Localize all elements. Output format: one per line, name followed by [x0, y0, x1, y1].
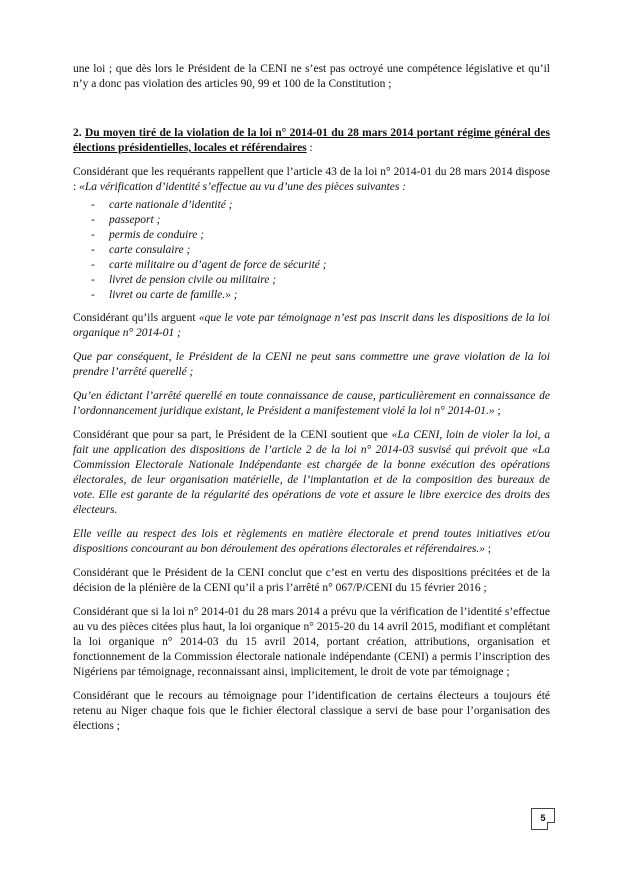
- paragraph-arrete-edicte-end: ;: [494, 405, 501, 417]
- paragraph-ceni-response-quote: «La CENI, loin de violer la loi, a fait une application des dispositions de l’article 2 de la loi n° 2014-03 susvisé qui prévoit que «La Commission Electorale Nationale Indépendante est chargée de la bonne exécution des opérations électorales, de leur organisation matérielle, de l’implantation et de la composition des bureaux de vote. Elle est garante de la régularité des opérations de vote et assure le libre exercice des droits des électeurs.: [73, 429, 550, 516]
- paragraph-arrete-edicte: [73, 389, 550, 419]
- identity-pieces-list: [73, 198, 550, 303]
- section-heading: [73, 126, 550, 156]
- paragraph-consequence: Que par conséquent, le Président de la CENI ne peut sans commettre une grave violation de la loi prendre l’arrêté querellé ;: [73, 351, 550, 378]
- paragraph-identity-verification: Considérant que si la loi n° 2014-01 du 28 mars 2014 a prévu que la vérification de l’identité s’effectue au vu des pièces citées plus haut, la loi organique n° 2015-20 du 14 avril 2015, modifiant et complétant la loi organique n° 2014-03 du 15 avril 2014, portant création, attributions, organisation et fonctionnement de la Commission électorale nationale indépendante (CENI) a permis l’inscription des Nigériens par témoignage, reconnaissant ainsi, implicitement, le droit de vote par témoignage ;: [73, 606, 550, 678]
- paragraph-testimony: Considérant que le recours au témoignage pour l’identification de certains électeurs a toujours été retenu au Niger chaque fois que le fichier électoral classique a servi de base pour l’organisation des élections ;: [73, 690, 550, 732]
- identity-piece-label: carte consulaire ;: [109, 244, 191, 256]
- paragraph-article-43-text: Considérant que les requérants rappellent que l’article 43 de la loi n° 2014-01 du 28 mars 2014 dispose :: [73, 166, 550, 193]
- identity-piece-label: livret de pension civile ou militaire ;: [109, 274, 277, 286]
- paragraph-ceni-mission: [73, 527, 550, 557]
- identity-piece-item: [91, 273, 550, 288]
- paragraph-ceni-response-text: Considérant que pour sa part, le Président de la CENI soutient que: [73, 429, 392, 441]
- identity-piece-item: [91, 228, 550, 243]
- section-suffix: :: [306, 142, 313, 154]
- identity-piece-item: [91, 213, 550, 228]
- paragraph-ceni-mission-end: ;: [485, 543, 492, 555]
- paragraph-article-43: [73, 165, 550, 195]
- identity-piece-item: [91, 258, 550, 273]
- identity-piece-label: permis de conduire ;: [109, 229, 205, 241]
- page-number: 5: [540, 813, 546, 823]
- identity-piece-item: [91, 243, 550, 258]
- list-dash: -: [91, 274, 95, 286]
- section-title: Du moyen tiré de la violation de la loi n° 2014-01 du 28 mars 2014 portant régime général des élections présidentielles, locales et référendaires: [73, 127, 550, 154]
- list-dash: -: [91, 244, 95, 256]
- paragraph-article-43-quote: «La vérification d’identité s’effectue au vu d’une des pièces suivantes :: [79, 181, 407, 193]
- list-dash: -: [91, 289, 95, 301]
- identity-piece-item: [91, 198, 550, 213]
- paragraph-ceni-response: [73, 428, 550, 518]
- list-dash: -: [91, 229, 95, 241]
- list-dash: -: [91, 199, 95, 211]
- paragraph-arrete-edicte-quote: Qu’en édictant l’arrêté querellé en toute connaissance de cause, particulièrement en connaissance de l’ordonnancement juridique existant, le Président a manifestement violé la loi n° 2014-01.»: [73, 390, 550, 417]
- section-number: 2.: [73, 127, 85, 139]
- paragraph-ceni-conclusion: Considérant que le Président de la CENI conclut que c’est en vertu des dispositions précitées et de la décision de la plénière de la CENI qu’il a pris l’arrêté n° 067/P/CENI du 15 février 2016 ;: [73, 567, 550, 594]
- page-number-box: [531, 808, 555, 830]
- identity-piece-label: carte militaire ou d’agent de force de sécurité ;: [109, 259, 327, 271]
- list-dash: -: [91, 214, 95, 226]
- identity-piece-label: livret ou carte de famille.» ;: [109, 289, 238, 301]
- paragraph-arguments-quote: «que le vote par témoignage n’est pas inscrit dans les dispositions de la loi organique n° 2014-01 ;: [73, 312, 550, 339]
- paragraph-arguments-text: Considérant qu’ils arguent: [73, 312, 199, 324]
- list-dash: -: [91, 259, 95, 271]
- paragraph-constitution: une loi ; que dès lors le Président de la CENI ne s’est pas octroyé une compétence législative et qu’il n’y a donc pas violation des articles 90, 99 et 100 de la Constitution ;: [73, 63, 550, 90]
- paragraph-ceni-mission-quote: Elle veille au respect des lois et règlements en matière électorale et prend toutes initiatives et/ou dispositions concourant au bon déroulement des opérations électorales et référendaires.»: [73, 528, 550, 555]
- paragraph-arguments: [73, 311, 550, 341]
- identity-piece-item: [91, 288, 550, 303]
- identity-piece-label: carte nationale d’identité ;: [109, 199, 233, 211]
- document-page: [73, 62, 550, 743]
- identity-piece-label: passeport ;: [109, 214, 161, 226]
